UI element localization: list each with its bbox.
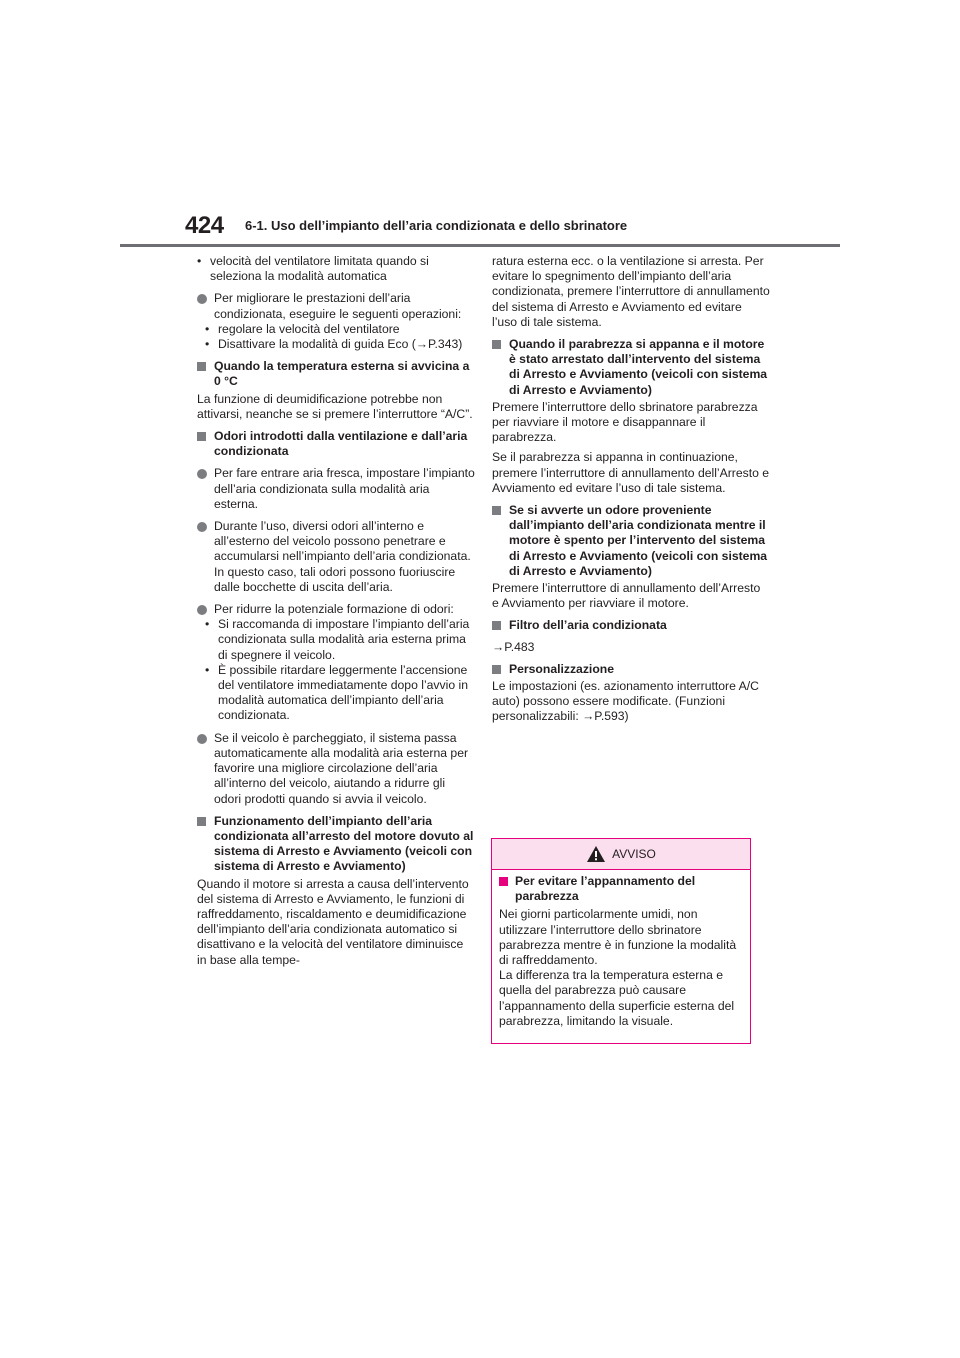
section-heading: Se si avverte un odore proveniente dall’impianto dell’aria condizionata mentre il motore è spento per l’intervento del sistema di Arresto e Avviamento (veicoli con sistema di Arresto e Avviamento) bbox=[492, 503, 770, 579]
list-item: Per ridurre la potenziale formazione di odori: • Si raccomanda di impostare l’impianto dell’aria condizionata sulla modalità aria esterna prima di spegnere il veicolo. • È possibile ritardare leggermente l’accensione del ventilatore immediatamente dopo l’avvio in modalità automatica dell’impianto dell’aria condizionata. bbox=[197, 602, 475, 724]
square-bullet-icon bbox=[492, 621, 501, 630]
right-column bbox=[492, 254, 770, 725]
warning-triangle-icon bbox=[586, 845, 606, 863]
warning-paragraph: La differenza tra la temperatura esterna e quella del parabrezza può causare l’appannamento della superficie esterna del parabrezza, limitando la visuale. bbox=[499, 968, 735, 1028]
paragraph: La funzione di deumidificazione potrebbe non attivarsi, neanche se si premere l’interruttore “A/C”. bbox=[197, 391, 473, 421]
square-bullet-icon bbox=[492, 340, 501, 349]
list-item: • velocità del ventilatore limitata quando si seleziona la modalità automatica bbox=[197, 254, 429, 284]
square-bullet-icon bbox=[492, 506, 501, 515]
square-bullet-icon bbox=[499, 877, 508, 886]
warning-header bbox=[492, 839, 750, 870]
section-title: 6-1. Uso dell’impianto dell’aria condizionata e dello sbrinatore bbox=[245, 218, 628, 233]
section-heading: Quando il parabrezza si appanna e il motore è stato arrestato dall’intervento del sistema di Arresto e Avviamento (veicoli con sistema di Arresto e Avviamento) bbox=[492, 337, 770, 398]
page-number: 424 bbox=[185, 212, 224, 239]
section-heading: Odori introdotti dalla ventilazione e dall’aria condizionata bbox=[197, 429, 475, 459]
warning-body bbox=[492, 870, 750, 1029]
paragraph: Premere l’interruttore di annullamento dell’Arresto e Avviamento per riavviare il motore. bbox=[492, 581, 761, 611]
warning-box bbox=[491, 838, 751, 1044]
section-heading: Funzionamento dell’impianto dell’aria condizionata all’arresto del motore dovuto al sistema di Arresto e Avviamento (veicoli con sistema di Arresto e Avviamento) bbox=[197, 814, 475, 875]
paragraph: ratura esterna ecc. o la ventilazione si arresta. Per evitare lo spegnimento dell’impianto dell’aria condizionata, premere l’interruttore di annullamento del sistema di Arresto e Avviamento ed evitare l’uso di tale sistema. bbox=[492, 254, 770, 329]
circle-bullet-icon bbox=[197, 294, 207, 304]
list-item: • regolare la velocità del ventilatore bbox=[205, 321, 400, 336]
list-item: • È possibile ritardare leggermente l’accensione del ventilatore immediatamente dopo l’avvio in modalità automatica dell’impianto dell’aria condizionata. bbox=[205, 662, 468, 723]
list-item: Durante l’uso, diversi odori all’interno e all’esterno del veicolo possono penetrare e accumularsi nell’impianto dell’aria condizionata. In questo caso, tali odori possono fuoriuscire dalle bocchette di uscita dell’aria. bbox=[197, 519, 475, 595]
square-bullet-icon bbox=[197, 817, 206, 826]
circle-bullet-icon bbox=[197, 522, 207, 532]
list-item: • Disattivare la modalità di guida Eco (→P.343) bbox=[205, 337, 463, 352]
bullet-icon: • bbox=[205, 337, 210, 352]
section-heading: Quando la temperatura esterna si avvicina a 0 °C bbox=[197, 359, 475, 389]
list-item: Per migliorare le prestazioni dell’aria condizionata, eseguire le seguenti operazioni: • regolare la velocità del ventilatore • Disattivare la modalità di guida Eco (→P.343) bbox=[197, 291, 475, 352]
paragraph: Le impostazioni (es. azionamento interruttore A/C auto) possono essere modificate. (Funzioni personalizzabili: →P.593) bbox=[492, 679, 759, 724]
section-heading: Filtro dell’aria condizionata bbox=[492, 618, 770, 633]
paragraph: Premere l’interruttore dello sbrinatore parabrezza per riavviare il motore e disappannare il parabrezza. bbox=[492, 399, 758, 445]
list-item: • Si raccomanda di impostare l’impianto dell’aria condizionata sulla modalità aria esterna prima di spegnere il veicolo. bbox=[205, 617, 470, 662]
warning-title: Per evitare l’appannamento del parabrezza bbox=[499, 874, 743, 904]
header-divider bbox=[120, 244, 840, 247]
paragraph: Se il parabrezza si appanna in continuazione, premere l’interruttore di annullamento dell’Arresto e Avviamento ed evitare l’uso di tale sistema. bbox=[492, 450, 770, 495]
bullet-icon: • bbox=[197, 254, 202, 268]
square-bullet-icon bbox=[197, 432, 206, 441]
bullet-icon: • bbox=[205, 662, 210, 677]
bullet-icon: • bbox=[205, 321, 210, 336]
square-bullet-icon bbox=[492, 665, 501, 674]
circle-bullet-icon bbox=[197, 605, 207, 615]
bullet-icon: • bbox=[205, 617, 210, 632]
list-item: Per fare entrare aria fresca, impostare l’impianto dell’aria condizionata sulla modalità aria esterna. bbox=[197, 466, 475, 512]
section-heading: Personalizzazione bbox=[492, 662, 770, 677]
circle-bullet-icon bbox=[197, 734, 207, 744]
page-reference: →P.483 bbox=[492, 639, 535, 654]
paragraph: Quando il motore si arresta a causa dell’intervento del sistema di Arresto e Avviamento, le funzioni di raffreddamento, riscaldamento e deumidificazione dell’impianto dell’aria condizionata automatico si disattivano e la velocità del ventilatore diminuisce in base alla tempe- bbox=[197, 876, 469, 967]
square-bullet-icon bbox=[197, 362, 206, 371]
warning-label: AVVISO bbox=[612, 847, 656, 861]
circle-bullet-icon bbox=[197, 469, 207, 479]
warning-paragraph: Nei giorni particolarmente umidi, non utilizzare l’interruttore dello sbrinatore parabrezza mentre è in funzione la modalità di raffreddamento. bbox=[499, 907, 737, 968]
list-item: Se il veicolo è parcheggiato, il sistema passa automaticamente alla modalità aria esterna per favorire una migliore circolazione dell’aria all’interno del veicolo, aiutando a ridurre gli odori prodotti quando si avvia il veicolo. bbox=[197, 731, 475, 807]
left-column bbox=[197, 254, 475, 968]
